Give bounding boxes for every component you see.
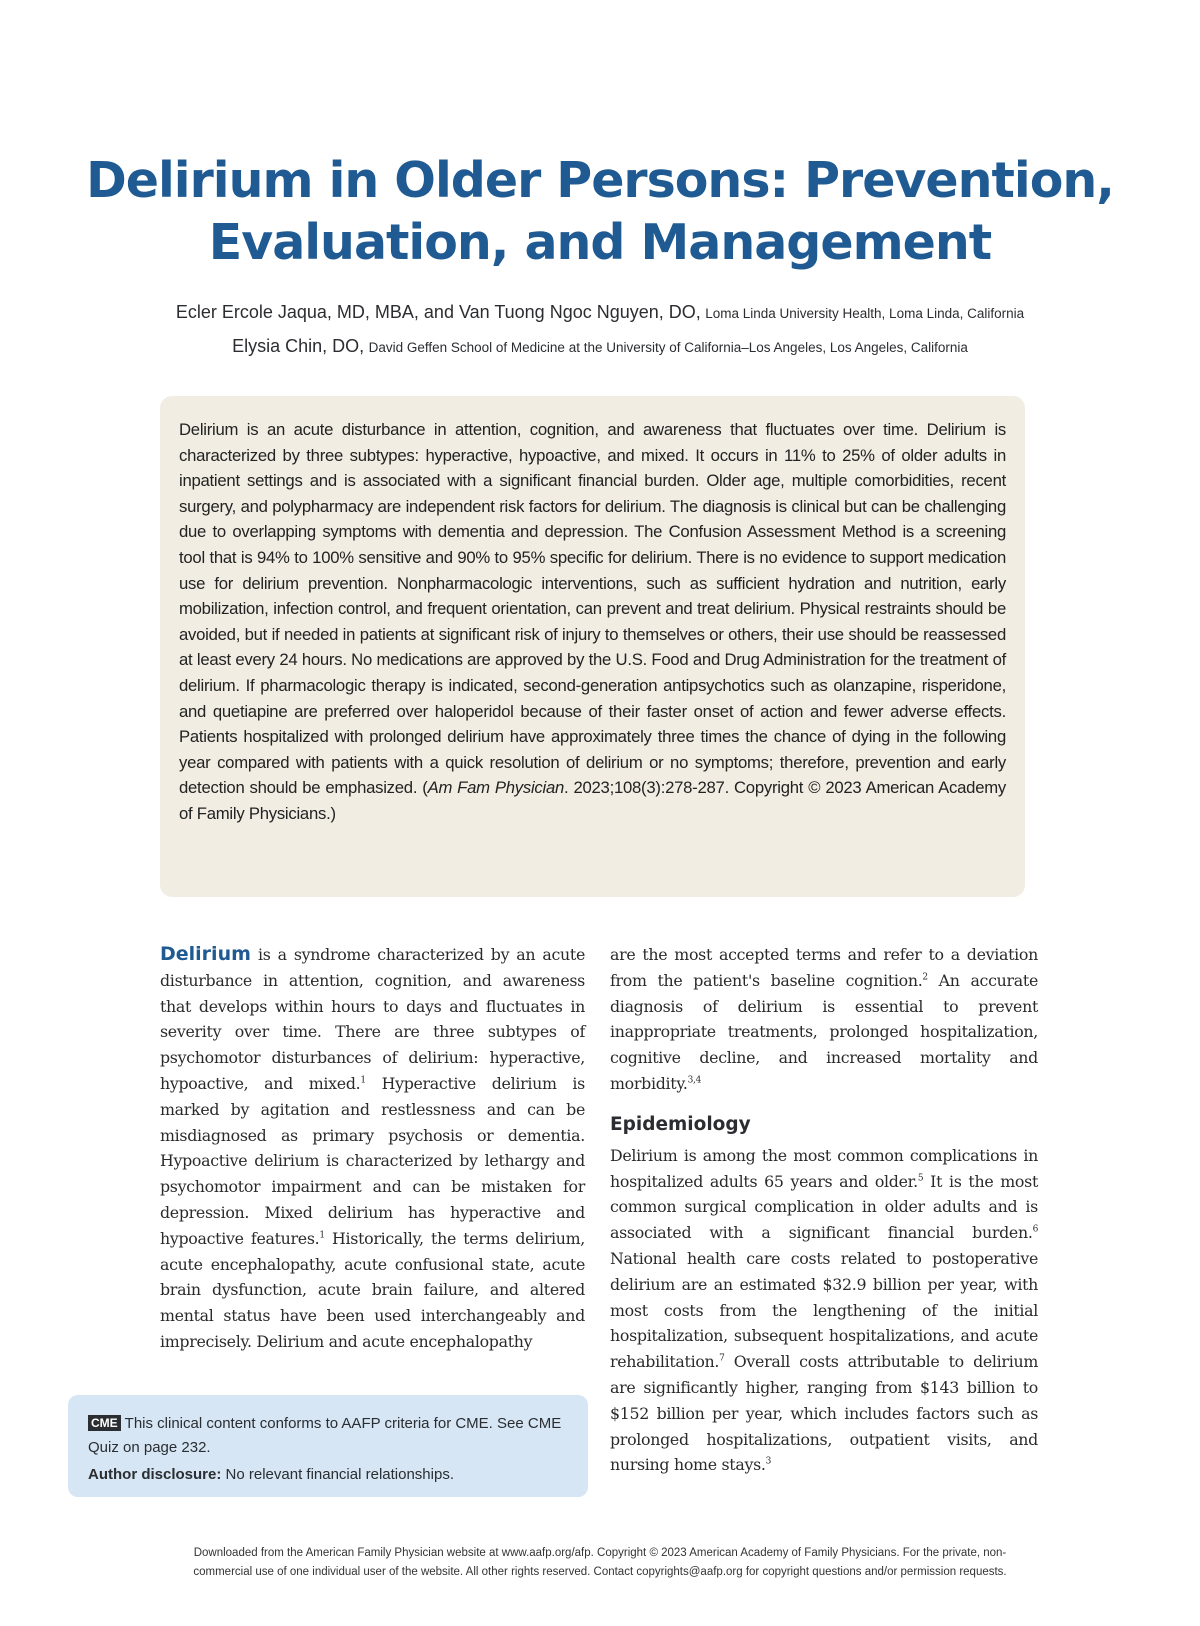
body-text: Delirium is among the most common complications in hospitalized adults 65 years and older. (610, 1145, 1038, 1191)
lead-word: Delirium (160, 943, 251, 965)
abstract-text (179, 417, 1006, 827)
cme-statement (88, 1412, 568, 1460)
reference-marker: 3,4 (687, 1075, 701, 1086)
cme-info-box (68, 1395, 588, 1497)
body-text: are the most accepted terms and refer to a deviation from the patient's baseline cognition. (610, 945, 1038, 990)
reference-marker: 6 (1032, 1224, 1038, 1235)
citation: . 2023;108(3):278-287. Copyright © 2023 American Academy of Family Physicians.) (179, 778, 1006, 823)
body-text: It is the most common surgical complication in older adults and is associated with a significant financial burden. (610, 1171, 1038, 1243)
section-heading-epidemiology: Epidemiology (610, 1113, 751, 1135)
body-text: is a syndrome characterized by an acute disturbance in attention, cognition, and awareness that develops within hours to days and fluctuates in severity over time. There are three subtypes of psychomotor disturbances of delirium: hyperactive, hypoactive, and mixed. (160, 945, 585, 1093)
copyright-footer (40, 1544, 1160, 1582)
article-title (60, 150, 1140, 274)
body-text: Overall costs attributable to delirium are significantly higher, ranging from $143 billion to $152 billion per year, which includes factors such as prolonged hospitalizations, outpatient visits, and nursing home stays. (610, 1352, 1038, 1475)
body-text: An accurate diagnosis of delirium is essential to prevent inappropriate treatments, prolonged hospitalization, cognitive decline, and increased mortality and morbidity. (610, 970, 1038, 1093)
author-list (40, 296, 1160, 364)
reference-marker: 3 (765, 1457, 772, 1468)
footer-line-2: commercial use of one individual user of the website. All other rights reserved. Contact copyrights@aafp.org for copyright questions and/or permission requests. (193, 1566, 1007, 1578)
author-affiliation: David Geffen School of Medicine at the University of California–Los Angeles, Los Angeles, California (368, 340, 968, 355)
author-line-2 (40, 330, 1160, 364)
reference-marker: 2 (922, 972, 928, 983)
abstract-body: Delirium is an acute disturbance in attention, cognition, and awareness that fluctuates over time. Delirium is characterized by three subtypes: hyperactive, hypoactive, and mixed. It occurs in 11% to 25% of older adults in inpatient settings and is associated with a significant financial burden. Older age, multiple comorbidities, recent surgery, and polypharmacy are independent risk factors for delirium. The diagnosis is clinical but can be challenging due to overlapping symptoms with dementia and depression. The Confusion Assessment Method is a screening tool that is 94% to 100% sensitive and 90% to 95% specific for delirium. There is no evidence to support medication use for delirium prevention. Nonpharmacologic interventions, such as sufficient hydration and nutrition, early mobilization, infection control, and frequent orientation, can prevent and treat delirium. Physical restraints should be avoided, but if needed in patients at significant risk of injury to themselves or others, their use should be reassessed at least every 24 hours. No medications are approved by the U.S. Food and Drug Administration for the treatment of delirium. If pharmacologic therapy is indicated, second-generation antipsychotics such as olanzapine, risperidone, and quetiapine are preferred over haloperidol because of their faster onset of action and fewer adverse effects. Patients hospitalized with prolonged delirium have approximately three times the chance of dying in the following year compared with patients with a quick resolution of delirium or no symptoms; therefore, prevention and early detection should be emphasized. ( (179, 420, 1006, 798)
author-names: Elysia Chin, DO, (232, 336, 365, 356)
author-affiliation: Loma Linda University Health, Loma Linda, California (705, 306, 1025, 321)
body-text: National health care costs related to postoperative delirium are an estimated $32.9 billion per year, with most costs from the lengthening of the initial hospitalization, subsequent hospitalizations, and acute rehabilitation. (610, 1248, 1038, 1372)
reference-marker: 7 (719, 1353, 725, 1364)
reference-marker: 1 (360, 1075, 366, 1086)
body-column-left (160, 942, 585, 1355)
footer-line-1: Downloaded from the American Family Physician website at www.aafp.org/afp. Copyright © 2023 American Academy of Family Physicians. For the private, non- (193, 1547, 1007, 1559)
cme-badge: CME (88, 1415, 121, 1431)
reference-marker: 1 (319, 1230, 325, 1241)
journal-name: Am Fam Physician (427, 778, 565, 798)
author-line-1 (40, 296, 1160, 330)
author-disclosure (88, 1463, 568, 1487)
epidemiology-paragraph (610, 1143, 1038, 1478)
cme-text: This clinical content conforms to AAFP criteria for CME. See CME Quiz on page 232. (88, 1415, 562, 1456)
reference-marker: 5 (917, 1173, 924, 1184)
abstract-box (160, 396, 1025, 897)
intro-paragraph (160, 942, 585, 1355)
title-line-1: Delirium in Older Persons: Prevention, (86, 152, 1114, 209)
body-column-right (610, 942, 1038, 1478)
body-text: Hyperactive delirium is marked by agitation and restlessness and can be misdiagnosed as primary psychosis or dementia. Hypoactive delirium is characterized by lethargy and psychomotor impairment and can be mistaken for depression. Mixed delirium has hyperactive and hypoactive features. (160, 1073, 585, 1248)
body-text: Historically, the terms delirium, acute encephalopathy, acute confusional state, acute brain dysfunction, acute brain failure, and altered mental status have been used interchangeably and imprecisely. Delirium and acute encephalopathy (160, 1228, 585, 1351)
intro-paragraph-cont (610, 942, 1038, 1097)
disclosure-label: Author disclosure: (88, 1466, 222, 1483)
title-line-2: Evaluation, and Management (208, 214, 992, 271)
author-names: Ecler Ercole Jaqua, MD, MBA, and Van Tuong Ngoc Nguyen, DO, (175, 302, 701, 322)
disclosure-text: No relevant financial relationships. (221, 1466, 454, 1483)
